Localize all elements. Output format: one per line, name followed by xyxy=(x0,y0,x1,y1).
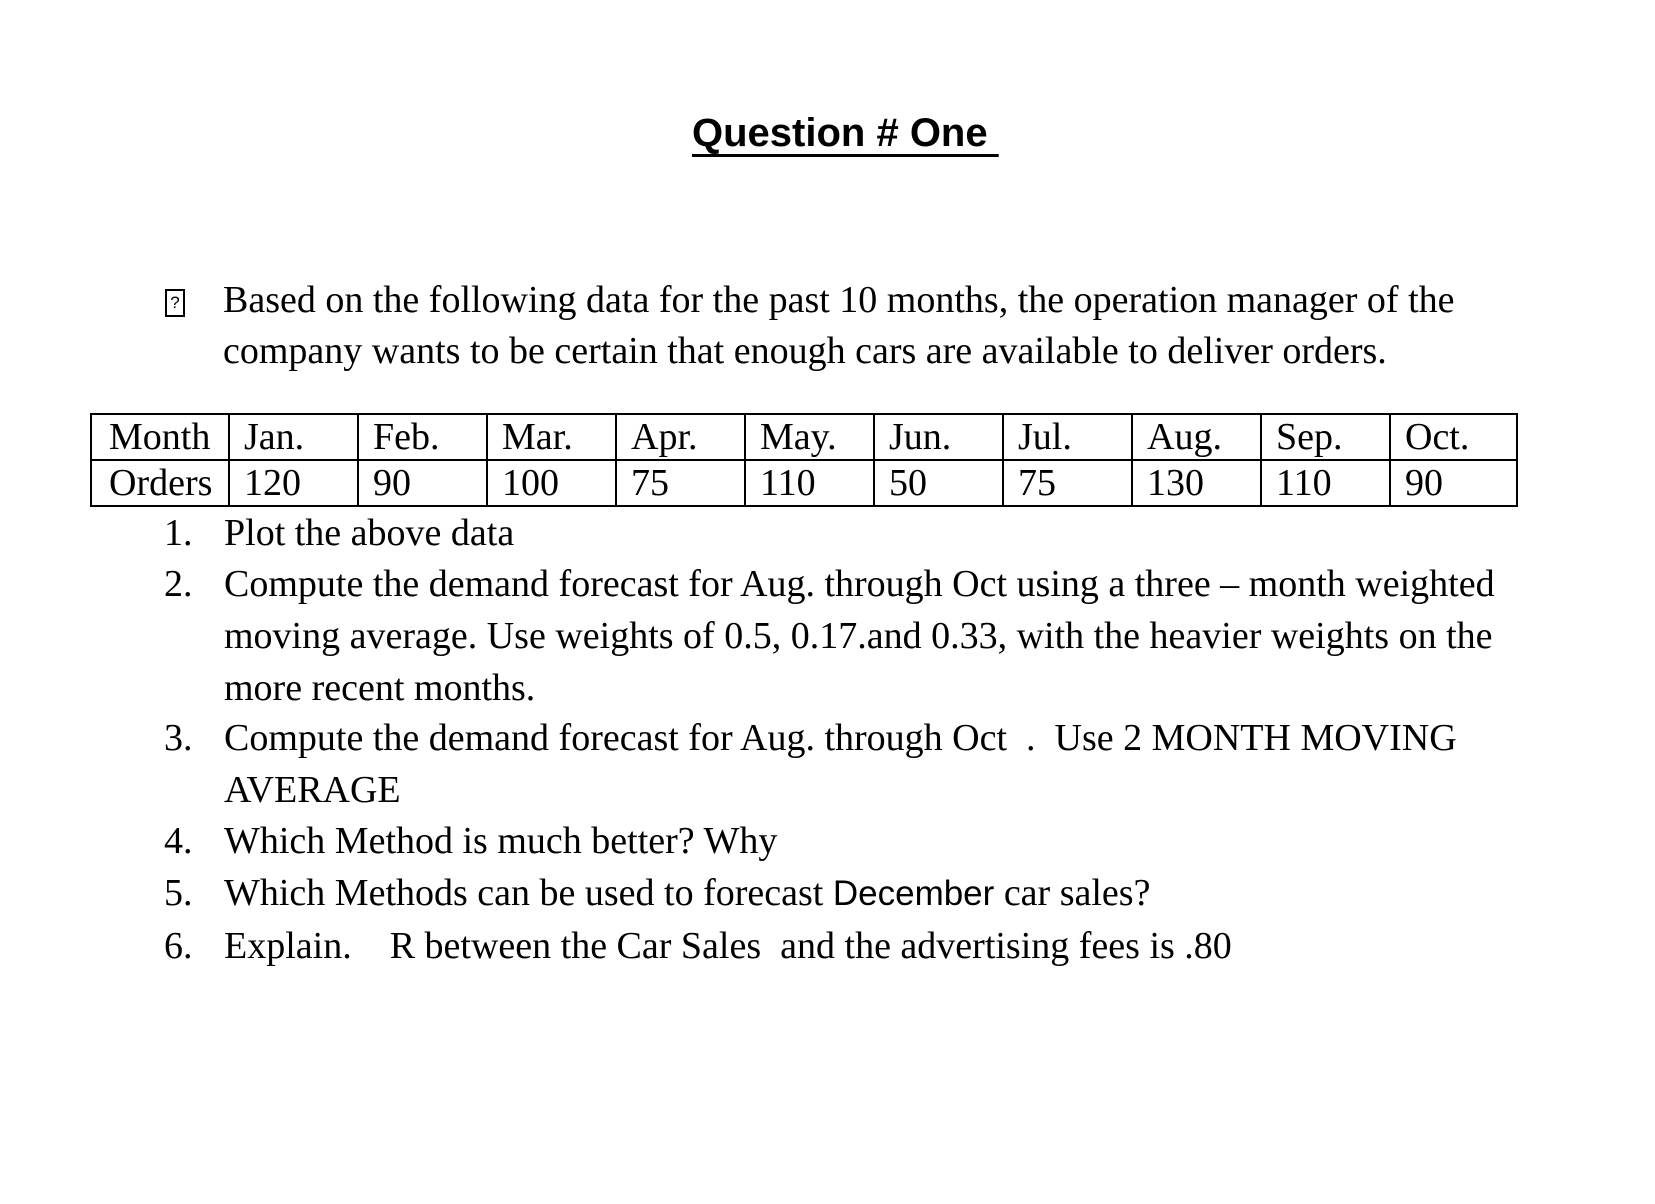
table-cell-orders: 120 xyxy=(229,460,358,506)
table-cell-month: Oct. xyxy=(1390,414,1517,460)
list-item-text: Compute the demand forecast for Aug. through Oct using a three – month weighted moving average. Use weights of 0.5, 0.17.and 0.33, with the heavier weights on the more recent months. xyxy=(224,563,1505,709)
table-row-orders xyxy=(91,460,1517,506)
table-header-month: Month xyxy=(91,414,229,460)
list-item-number: 2. xyxy=(164,563,193,605)
table-header-orders: Orders xyxy=(91,460,229,506)
month-name: December xyxy=(832,874,995,913)
table-cell-month: Apr. xyxy=(616,414,745,460)
list-item-text: Plot the above data xyxy=(224,512,515,554)
table-cell-month: Sep. xyxy=(1261,414,1390,460)
missing-glyph-icon: ? xyxy=(165,289,185,317)
table-cell-month: Mar. xyxy=(487,414,616,460)
page-title: Question # One xyxy=(692,111,999,155)
list-item-number: 5. xyxy=(164,872,193,914)
table-cell-month: Feb. xyxy=(358,414,487,460)
table-cell-month: May. xyxy=(745,414,874,460)
list-item-number: 4. xyxy=(164,820,193,862)
list-item-text xyxy=(224,867,1524,920)
table-cell-orders: 110 xyxy=(745,460,874,506)
table-cell-month: Jul. xyxy=(1003,414,1132,460)
table-cell-orders: 90 xyxy=(358,460,487,506)
list-item-number: 1. xyxy=(164,512,193,554)
table-cell-orders: 50 xyxy=(874,460,1003,506)
table-cell-orders: 100 xyxy=(487,460,616,506)
list-item-text-part: car sales? xyxy=(994,872,1151,914)
intro-text: Based on the following data for the past 10 months, the operation manager of the company wants to be certain that enough cars are available to deliver orders. xyxy=(223,279,1455,372)
table-row-month xyxy=(91,414,1517,460)
list-item-text: Compute the demand forecast for Aug. through Oct . Use 2 MONTH MOVING AVERAGE xyxy=(224,717,1465,811)
orders-table xyxy=(90,413,1518,507)
table-cell-orders: 75 xyxy=(1003,460,1132,506)
list-item-text: Which Method is much better? Why xyxy=(224,820,778,862)
table-cell-orders: 75 xyxy=(616,460,745,506)
table-cell-orders: 110 xyxy=(1261,460,1390,506)
list-item-number: 6. xyxy=(164,925,193,967)
list-item-text-part: Which Methods can be used to forecast xyxy=(224,872,833,914)
table-cell-month: Jan. xyxy=(229,414,358,460)
table-cell-month: Jun. xyxy=(874,414,1003,460)
table-cell-orders: 90 xyxy=(1390,460,1517,506)
list-item-text: Explain. R between the Car Sales and the advertising fees is .80 xyxy=(224,925,1232,967)
list-item-number: 3. xyxy=(164,717,193,759)
table-cell-orders: 130 xyxy=(1132,460,1261,506)
table-cell-month: Aug. xyxy=(1132,414,1261,460)
